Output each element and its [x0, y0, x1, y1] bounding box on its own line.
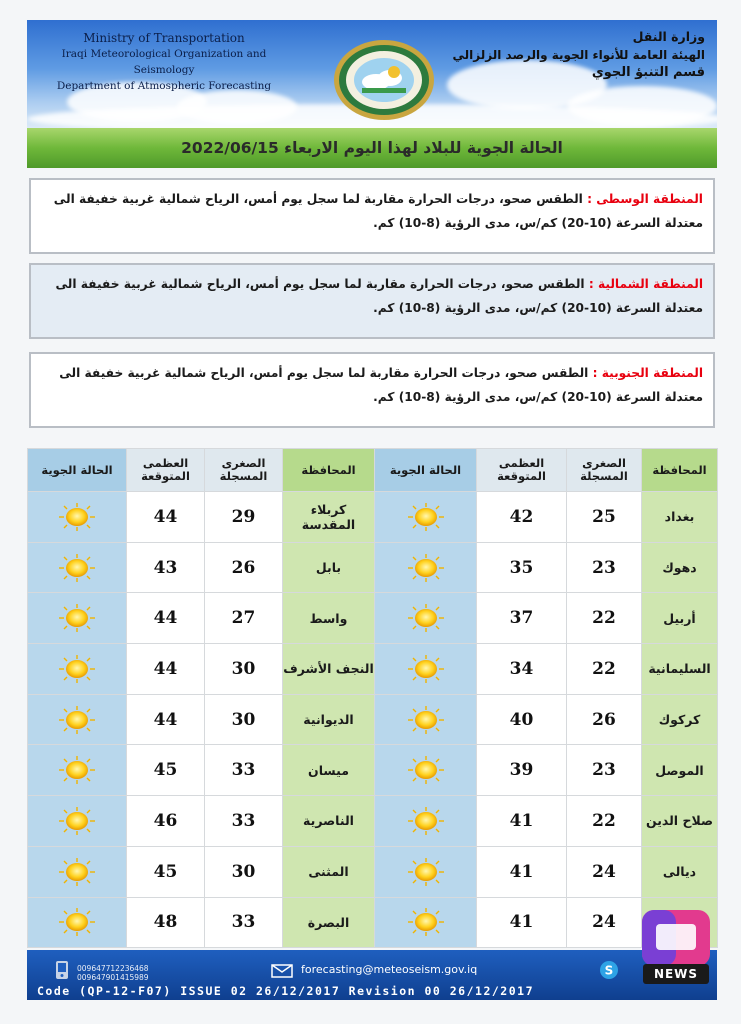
sunny-icon: [404, 603, 448, 633]
region-central: [29, 178, 715, 254]
min-temp-cell: 30: [205, 694, 283, 745]
max-temp-cell: 42: [477, 492, 567, 543]
min-temp-cell: 23: [567, 745, 642, 796]
governorate-cell: كركوك: [642, 694, 718, 745]
table-row: [28, 846, 718, 897]
sunny-icon: [404, 857, 448, 887]
contact-email[interactable]: forecasting@meteoseism.gov.iq: [301, 963, 478, 976]
governorate-cell: السليمانية: [642, 644, 718, 695]
region-name: المنطقة الوسطى :: [587, 192, 703, 206]
region-text: الطقس صحو، درجات الحرارة مقاربة لما سجل يوم أمس، الرياح شمالية غربية خفيفة الى معتدلة السرعة (10-20) كم/س، مدى الرؤية (8-10) كم.: [59, 366, 703, 404]
envelope-icon: [271, 964, 293, 978]
max-temp-cell: 41: [477, 796, 567, 847]
weather-cell: [375, 745, 477, 796]
header-weather: الحالة الجوية: [375, 449, 477, 492]
weather-cell: [375, 897, 477, 948]
title-band: [27, 128, 717, 168]
sunny-icon: [55, 755, 99, 785]
weather-cell: [375, 694, 477, 745]
max-temp-cell: 44: [127, 644, 205, 695]
sunny-icon: [404, 907, 448, 937]
table-row: [28, 593, 718, 644]
min-temp-cell: 23: [567, 542, 642, 593]
region-name: المنطقة الجنوبية :: [592, 366, 703, 380]
governorate-cell: صلاح الدين: [642, 796, 718, 847]
phone-number: 009647901415989: [77, 973, 149, 982]
skype-icon: [599, 960, 619, 980]
sunny-icon: [404, 654, 448, 684]
weather-cell: [28, 694, 127, 745]
governorate-cell: ديالى: [642, 846, 718, 897]
min-temp-cell: 33: [205, 745, 283, 796]
max-temp-cell: 45: [127, 745, 205, 796]
news-label: NEWS: [643, 964, 709, 984]
table-row: [28, 897, 718, 948]
header-min: الصغرى المسجلة: [567, 449, 642, 492]
header-governorate: المحافظة: [283, 449, 375, 492]
weather-cell: [375, 593, 477, 644]
region-text: الطقس صحو، درجات الحرارة مقاربة لما سجل يوم أمس، الرياح شمالية غربية خفيفة الى معتدلة السرعة (10-20) كم/س، مدى الرؤية (8-10) كم.: [53, 192, 703, 230]
governorate-cell: بابل: [283, 542, 375, 593]
weather-cell: [28, 846, 127, 897]
weather-cell: [375, 796, 477, 847]
max-temp-cell: 41: [477, 846, 567, 897]
max-temp-cell: 45: [127, 846, 205, 897]
sunny-icon: [404, 705, 448, 735]
weather-cell: [28, 796, 127, 847]
min-temp-cell: 25: [567, 492, 642, 543]
governorate-cell: ميسان: [283, 745, 375, 796]
header-max: العظمى المتوقعة: [477, 449, 567, 492]
department-name-ar: قسم التنبؤ الجوي: [591, 65, 705, 80]
ministry-name-ar: وزارة النقل: [632, 29, 705, 44]
min-temp-cell: 24: [567, 846, 642, 897]
governorate-cell: دهوك: [642, 542, 718, 593]
region-name: المنطقة الشمالية :: [588, 277, 703, 291]
table-header-row: [28, 449, 718, 492]
min-temp-cell: 24: [567, 897, 642, 948]
header-min: الصغرى المسجلة: [205, 449, 283, 492]
min-temp-cell: 30: [205, 846, 283, 897]
governorate-cell: الموصل: [642, 745, 718, 796]
weather-cell: [375, 846, 477, 897]
governorate-cell: واسط: [283, 593, 375, 644]
region-north: [29, 263, 715, 339]
governorate-cell: أربيل: [642, 593, 718, 644]
max-temp-cell: 41: [477, 897, 567, 948]
header-arabic: [453, 28, 705, 82]
max-temp-cell: 44: [127, 694, 205, 745]
max-temp-cell: 35: [477, 542, 567, 593]
weather-cell: [375, 492, 477, 543]
organization-name-en: Iraqi Meteorological Organization and Seismology: [61, 48, 267, 76]
header-english: [39, 30, 289, 94]
weather-cell: [28, 593, 127, 644]
max-temp-cell: 39: [477, 745, 567, 796]
weather-cell: [28, 745, 127, 796]
governorate-cell: البصرة: [283, 897, 375, 948]
sunny-icon: [55, 553, 99, 583]
table-row: [28, 694, 718, 745]
header-weather: الحالة الجوية: [28, 449, 127, 492]
meteorological-organization-seal-icon: [332, 38, 436, 122]
min-temp-cell: 33: [205, 897, 283, 948]
min-temp-cell: 26: [567, 694, 642, 745]
mobile-phone-icon: [55, 960, 69, 980]
max-temp-cell: 43: [127, 542, 205, 593]
sunny-icon: [404, 755, 448, 785]
phone-numbers: [77, 964, 149, 982]
sunny-icon: [55, 502, 99, 532]
document-code: Code (QP-12-F07) ISSUE 02 26/12/2017 Revision 00 26/12/2017: [37, 984, 534, 998]
table-row: [28, 492, 718, 543]
svg-text:S: S: [604, 963, 614, 978]
region-south: [29, 352, 715, 428]
page-title: الحالة الجوية للبلاد لهذا اليوم الاربعاء 2022/06/15: [181, 139, 563, 157]
table-row: [28, 644, 718, 695]
department-name-en: Department of Atmospheric Forecasting: [56, 80, 272, 92]
sunny-icon: [404, 553, 448, 583]
governorate-cell: كربلاء المقدسة: [283, 492, 375, 543]
table-body: [28, 492, 718, 948]
max-temp-cell: 34: [477, 644, 567, 695]
sunny-icon: [55, 907, 99, 937]
footer-bar: [27, 950, 717, 1000]
max-temp-cell: 48: [127, 897, 205, 948]
sunny-icon: [55, 806, 99, 836]
sunny-icon: [55, 705, 99, 735]
min-temp-cell: 26: [205, 542, 283, 593]
min-temp-cell: 30: [205, 644, 283, 695]
header-banner: [27, 20, 717, 128]
weather-cell: [28, 492, 127, 543]
weather-cell: [28, 897, 127, 948]
weather-cell: [28, 644, 127, 695]
table-row: [28, 542, 718, 593]
governorate-cell: النجف الأشرف: [283, 644, 375, 695]
table-row: [28, 796, 718, 847]
min-temp-cell: 22: [567, 644, 642, 695]
max-temp-cell: 46: [127, 796, 205, 847]
governorate-cell: الديوانية: [283, 694, 375, 745]
max-temp-cell: 44: [127, 492, 205, 543]
sunny-icon: [55, 857, 99, 887]
sunny-icon: [55, 654, 99, 684]
max-temp-cell: 40: [477, 694, 567, 745]
min-temp-cell: 29: [205, 492, 283, 543]
sunny-icon: [55, 603, 99, 633]
max-temp-cell: 44: [127, 593, 205, 644]
sunny-icon: [404, 502, 448, 532]
governorate-cell: المثنى: [283, 846, 375, 897]
header-max: العظمى المتوقعة: [127, 449, 205, 492]
phone-number: 009647712236468: [77, 964, 149, 973]
max-temp-cell: 37: [477, 593, 567, 644]
min-temp-cell: 33: [205, 796, 283, 847]
table-row: [28, 745, 718, 796]
header-governorate: المحافظة: [642, 449, 718, 492]
min-temp-cell: 22: [567, 796, 642, 847]
governorate-cell: بغداد: [642, 492, 718, 543]
governorate-cell: الناصرية: [283, 796, 375, 847]
organization-name-ar: الهيئة العامة للأنواء الجوية والرصد الزلزالي: [452, 48, 705, 62]
sunny-icon: [404, 806, 448, 836]
weather-cell: [375, 542, 477, 593]
temperature-table: [27, 448, 718, 948]
ministry-name-en: Ministry of Transportation: [83, 31, 245, 45]
region-text: الطقس صحو، درجات الحرارة مقاربة لما سجل يوم أمس، الرياح شمالية غربية خفيفة الى معتدلة السرعة (10-20) كم/س، مدى الرؤية (8-10) كم.: [55, 277, 703, 315]
min-temp-cell: 27: [205, 593, 283, 644]
min-temp-cell: 22: [567, 593, 642, 644]
weather-cell: [28, 542, 127, 593]
weather-cell: [375, 644, 477, 695]
